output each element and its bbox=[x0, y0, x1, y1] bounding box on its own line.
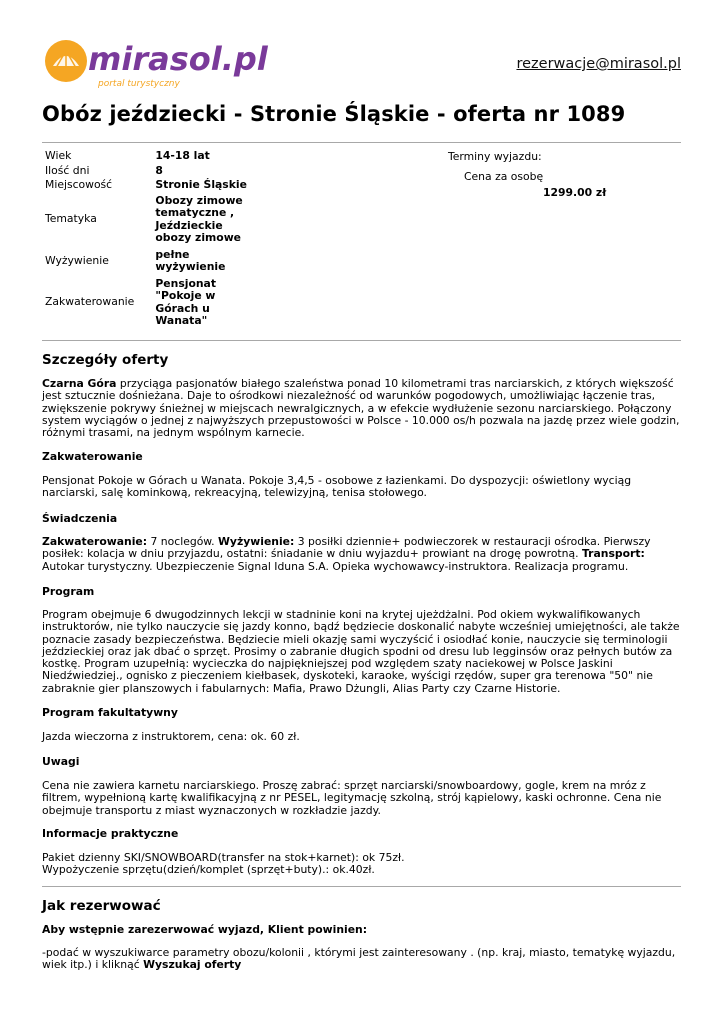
services-text: 7 noclegów. bbox=[147, 535, 219, 548]
price-label: Cena za osobę bbox=[464, 170, 544, 183]
mirasol-logo[interactable] bbox=[42, 38, 272, 92]
services-bold: Wyżywienie: bbox=[218, 535, 295, 548]
info-label: Wiek bbox=[45, 149, 72, 162]
info-label: Zakwaterowanie bbox=[45, 295, 135, 309]
intro-bold: Czarna Góra bbox=[42, 377, 117, 390]
info-label: Miejscowość bbox=[45, 178, 113, 191]
info-value: Pensjonat "Pokoje w Górach u Wanata" bbox=[155, 276, 216, 327]
divider bbox=[42, 340, 681, 341]
info-label: Tematyka bbox=[45, 212, 97, 226]
logo-tagline: portal turystyczny bbox=[98, 79, 180, 89]
price-value: 1299.00 zł bbox=[543, 186, 607, 199]
services-heading: Świadczenia bbox=[42, 512, 118, 525]
services-bold: Transport: bbox=[581, 547, 645, 561]
practical-line: Wypożyczenie sprzętu(dzień/komplet (sprzęt+buty).: ok.40zł. bbox=[42, 863, 375, 877]
info-value: Stronie Śląskie bbox=[155, 178, 247, 191]
booking-paragraph bbox=[42, 947, 682, 972]
accommodation-paragraph: Pensjonat Pokoje w Górach u Wanata. Pokoje 3,4,5 - osobowe z łazienkami. Do dyspozycji: oświetlony wyciąg narciarski, salę kominkową, rekreacyjną, telewizyjną, tenisa stołowego. bbox=[42, 474, 632, 500]
optional-program-paragraph: Jazda wieczorna z instruktorem, cena: ok. 60 zł. bbox=[42, 730, 300, 743]
info-value: Obozy zimowe tematyczne , Jeździeckie obozy zimowe bbox=[155, 193, 243, 244]
program-heading: Program bbox=[42, 585, 95, 598]
logo-wordmark: mirasol.pl bbox=[88, 40, 268, 78]
info-row bbox=[42, 178, 252, 193]
info-value: 14-18 lat bbox=[155, 149, 210, 162]
services-text: 3 posiłki dziennie+ podwieczorek w restauracji ośrodka. Pierwszy posiłek: kolacja w dniu przyjazdu, ostatni: śniadanie w dniu wyjazdu+ prowiant na drogę powrotną. bbox=[42, 535, 651, 561]
search-offers-label: Wyszukaj oferty bbox=[143, 958, 242, 972]
info-row bbox=[42, 164, 252, 179]
info-row bbox=[42, 193, 252, 247]
optional-program-heading: Program fakultatywny bbox=[42, 706, 178, 719]
divider bbox=[42, 886, 681, 887]
intro-paragraph bbox=[42, 378, 682, 439]
booking-heading: Jak rezerwować bbox=[42, 898, 161, 914]
info-label: Ilość dni bbox=[45, 163, 90, 177]
contact-email-link[interactable]: rezerwacje@mirasol.pl bbox=[516, 56, 681, 72]
notes-paragraph: Cena nie zawiera karnetu narciarskiego. Proszę zabrać: sprzęt narciarski/snowboardowy, gogle, krem na mróz z filtrem, wypełnioną kartę kwalifikacyjną z nr PESEL, legitymację szkolną, strój kąpielowy, kaski ochronne. Cena nie obejmuje transportu z miast wyznaczonych w rozkładzie jazdy. bbox=[42, 779, 662, 817]
services-text: Autokar turystyczny. Ubezpieczenie Signal Iduna S.A. Opieka wychowawcy-instruktora. Realizacja programu. bbox=[42, 559, 629, 573]
practical-info-heading: Informacje praktyczne bbox=[42, 827, 179, 840]
sun-logo-icon bbox=[42, 38, 272, 92]
info-value: 8 bbox=[155, 163, 163, 177]
notes-heading: Uwagi bbox=[42, 755, 80, 768]
program-paragraph: Program obejmuje 6 dwugodzinnych lekcji w stadninie koni na krytej ujeżdżalni. Pod okiem wykwalifikowanych instruktorów, nie tylko nauczycie się jazdy konno, bądź będziecie doskonalić nabyte wcześniej umiejętności, ale także poznacie zasady bezpieczeństwa. Będziecie mieli okazję sami wyczyścić i osiodłać konie, nauczycie się terminologii jeździeckiej oraz jak dbać o sprzęt. Prosimy o zabranie długich spodni od dresu lub legginsów oraz pełnych butów za kostkę. Program uzupełnią: wycieczka do najpiękniejszej pod względem szaty naciekowej w Polsce Jaskini Niedźwiedziej., ognisko z pieczeniem kiełbasek, dyskoteki, karaoke, wyścigi rzędów, super gra terenowa "50" nie zabraknie gier planszowych i fabularnych: Mafia, Prawo Dżungli, Alias Party czy Czarne Historie. bbox=[42, 608, 680, 695]
intro-text: przyciąga pasjonatów białego szaleństwa ponad 10 kilometrami tras narciarskich, z których większość jest sztucznie dośnieżana. Daje to ośrodkowi niezależność od warunków pogodowych, umożliwiając łączenie tras, zwiększenie pokrywy śnieżnej w miejscach newralgicznych, a w efekcie wydłużenie sezonu narciarskiego. Połączony system wyciągów o jednej z najwyższych przepustowości w Polsce - 10.000 os/h pozwala na jazdę przez wiele godzin, różnymi trasami, na jednym wspólnym karnecie. bbox=[42, 377, 680, 440]
info-row bbox=[42, 247, 252, 276]
terms-label: Terminy wyjazdu: bbox=[448, 150, 542, 163]
info-value: pełne wyżywienie bbox=[155, 247, 226, 273]
divider bbox=[42, 142, 681, 143]
info-label: Wyżywienie bbox=[45, 253, 109, 267]
offer-info-table bbox=[42, 149, 252, 330]
practical-info-paragraph bbox=[42, 852, 682, 877]
booking-text: -podać w wyszukiwarce parametry obozu/kolonii , którymi jest zainteresowany . (np. kraj, miasto, tematykę wyjazdu, wiek itp.) i kliknąć bbox=[42, 946, 676, 972]
booking-subheading: Aby wstępnie zarezerwować wyjazd, Klient powinien: bbox=[42, 923, 368, 936]
details-heading: Szczegóły oferty bbox=[42, 352, 169, 368]
accommodation-heading: Zakwaterowanie bbox=[42, 450, 143, 463]
practical-line: Pakiet dzienny SKI/SNOWBOARD(transfer na stok+karnet): ok 75zł. bbox=[42, 851, 405, 864]
services-bold: Zakwaterowanie: bbox=[42, 535, 148, 548]
info-row bbox=[42, 149, 252, 164]
info-row bbox=[42, 276, 252, 330]
services-paragraph bbox=[42, 536, 682, 573]
page-title: Obóz jeździecki - Stronie Śląskie - oferta nr 1089 bbox=[42, 102, 626, 126]
